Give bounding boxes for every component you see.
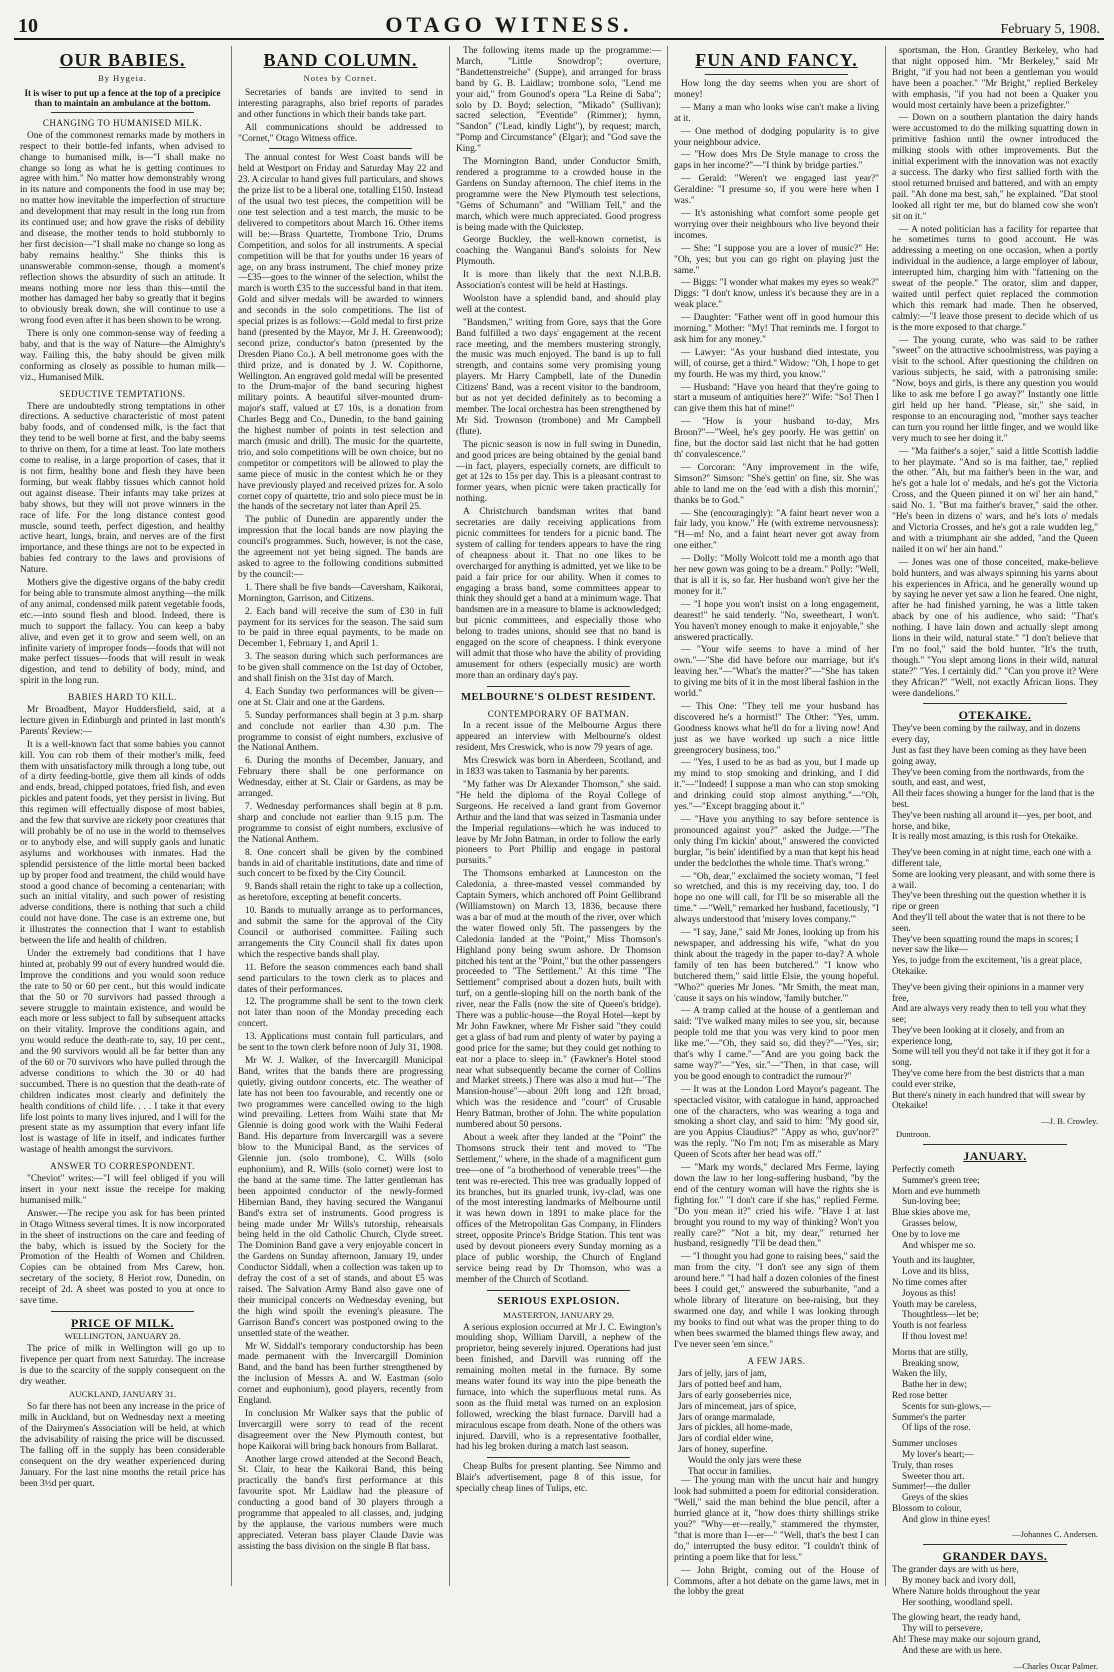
poem-line: Youth may be careless, — [892, 1298, 977, 1309]
divider — [923, 703, 1067, 704]
poem-line: And glow in thine eyes! — [902, 1513, 991, 1524]
paragraph: — "How is your husband to-day, Mrs Broon?"—"Weel, he's gey poorly. He was gettin' on fine, but the doctor said last nicht that he had gotten th' convalescence." — [674, 417, 879, 460]
paragraph: The public of Dunedin are apparently under the impression that the local bands are now playing the council's programmes. Such, however, is not the case, the agreement not yet being signed. The bands are asked to agree to the following conditions submitted by the council:— — [238, 515, 443, 580]
poem-line: They've been rushing all around it—yes, per boot, and horse, and bike, — [892, 809, 1092, 831]
paragraph: — "I thought you had gone to raising bees," said the man from the city. "I don't see any sign of them around here." "I had half a dozen colonies of the finest bees I could get," answered the suburbanite, "and a whole library of literature on bee-raising, but they swarmed one day, and while I was looking through my books to find out what was the proper thing to do when bees swarmed the blamed things flew away, and I've never seen 'em since." — [674, 1252, 879, 1350]
divider — [923, 1544, 1067, 1545]
poem-stanza — [892, 1438, 1098, 1524]
poem-line: Blossom to colour, — [892, 1502, 962, 1513]
article-body — [674, 1476, 879, 1598]
paragraph: — "Yes, I used to be as bad as you, but I made up my mind to stop smoking and drinking, and I did it."—"Indeed! I suppose a man who can stop smoking and drinking could stop almost anything."—"Oh, yes."—"Except bragging about it." — [674, 758, 879, 813]
poem-line: Jars of cordial elder wine, — [678, 1433, 774, 1444]
poem-line: Sun-loving bee; — [902, 1196, 961, 1207]
poem-line: Jars of orange marmalade, — [678, 1411, 775, 1422]
poem-stanza — [892, 1164, 1098, 1250]
paragraph: — The young curate, who was said to be rather "sweet" on the attractive schoolmistress, was paying a visit to the school. After questioning the children on various subjects, he said, with a patronising smile: "Now, boys and girls, is there any question you would like to ask me before I go away?" Instantly one little girl held up her hand. "Please, sir," she said, in response to an encouraging nod, "mother says teacher can turn you round her little finger, and we would like very much to see her doing it." — [892, 335, 1098, 444]
paragraph: Mr Broadbent, Mayor Huddersfield, said, at a lecture given in Edinburgh and printed in last month's Parents' Review:— — [20, 705, 225, 737]
poem-line: Ah! These may make our sojourn grand, — [892, 1634, 1041, 1645]
poem-line: Jars of honey, superfine. — [678, 1443, 768, 1454]
paragraph: Answer.—The recipe you ask for has been printed in Otago Witness several times. It is now incorporated in the sheet of instructions on the care and feeding of the baby, which is issued by the Society for the Promotion of the Health of Women and Children. Copies can be obtained from Mrs Carew, hon. secretary of the society, 8 Heriot row, Dunedin, on receipt of 2d. A sheet was posted to you at once to save time. — [20, 1208, 225, 1307]
poem-line: Love and its bliss, — [902, 1266, 969, 1277]
poem-line: Where Nature holds throughout the year — [892, 1585, 1041, 1596]
paragraph: The annual contest for West Coast bands will be held at Westport on Friday and Saturday May 22 and 23. A circular to hand gives full particulars, and shows the prize list to be a liberal one, totalling £150. Instead of the usual two test pieces, the competition will be one test selection and a test march, the music to be delivered to competitors about March 16. Other items will be:—Brass Quartette, Trombone Trio, Drums Competition, and solos for all instruments. A special competition will be that for youths under 16 years of age, on any brass instrument. The chief money prize—£35—goes to the winner of the selection, whilst the march is worth £35 to the successful band in that item. Gold and silver medals will be awarded to winners and seconds in the solo competitions. The list of special prizes is as follows:—Gold medal to first prize band (presented by the Mayor, Mr J. H. Greenwood); second prize, conductor's baton (presented by the Dresden Piano Co.). A bell metronome goes with the third prize, and is donated by J. W. Copithorne, Wellington. An engraved gold medal will be presented to the Drum-major of the band securing highest military points. A beautiful silver-mounted drum-major's staff, valued at £7 10s, is a donation from Charles Begg and Co., Dunedin, to the band gaining the highest number of points in test selection and march (music and drill). The music for the quartette, trio, and solo competitions will be own choice, but no competitor or competitors will be allowed to play the same piece of music in the contest which he or they have previously played and received prizes for. A solo cornet copy of quartette, trio and solo piece must be in the hands of the secretary not later than April 25. — [238, 153, 443, 513]
paragraph: "My father was Dr Alexander Thomson," she said. "He held the diploma of the Royal College of Surgeons. He received a land grant from Governor Arthur and the land that was seized in Tasmania under the Imperial regulations—which he was induced to leave by Mr John Batman, in order to follow the early pioneers to Port Phillip and engage in pastoral pursuits." — [456, 780, 661, 867]
paragraph: — Down on a southern plantation the dairy hands were accustomed to do the milking squatting down in primitive fashion until the owner introduced the milking stools with other improvements. But the initial experiment with the innovation was not exactly a success. The darky who first sallied forth with the stool returned bruised and battered, and with an empty pail. "Ah done ma best, sah," he explained. "Dat stool looked all right ter me, but do blamed cow she won't sit on it." — [892, 113, 1098, 222]
poem-january — [892, 1164, 1098, 1525]
poem-stanza — [892, 1612, 1098, 1655]
paragraph: — Daughter: "Father went off in good humour this morning." Mother: "My! That reminds me. I forgot to ask him for any money." — [674, 313, 879, 345]
dateline: WELLINGTON, JANUARY 28. — [64, 1330, 181, 1341]
poem-line: They've been looking at it closely, and from an experience long, — [892, 1024, 1065, 1046]
poem-line: They've been coming by the railway, and in dozens every day, — [892, 723, 1081, 745]
paragraph: A Christchurch bandsman writes that band secretaries are daily receiving applications from picnic committees for tenders for a picnic band. The system of calling for tenders appears to have the ring of cheapness about it. That no one likes to be overcharged for anything is admitted, yet we like to be paid a fair price for our ability. When it comes to engaging a brass band, some committees appear to think they should get a band at a minimum wage. That bandsmen are in a measure to blame is acknowledged; but picnic committees, and especially those who belong to trades unions, should see that no band is engaged on the score of cheapness. I think everyone will admit that those who have the ability of providing amusement for others (especially music) are worth more than an ordinary day's pay. — [456, 507, 661, 681]
paragraph: 13. Applications must contain full particulars, and be sent to the town clerk before noon of July 31, 1908. — [238, 1032, 443, 1054]
poem-line: Would the only jars were these — [688, 1454, 802, 1465]
paragraph: 11. Before the season commences each band shall send particulars to the town clerk as to places and dates of their performances. — [238, 962, 443, 995]
paragraph: — "Have you anything to say before sentence is pronounced against you?" asked the Judge.—"The only thing I'm kickin' about," answered the convicted burglar, "is bein' identified by a man that kept his head under the bedclothes the whole time. That's wrong." — [674, 815, 879, 869]
paragraph: The price of milk in Wellington will go up to fivepence per quart from next Saturday. The increase is due to the scarcity of the supply consequent on the dry weather. — [20, 1343, 225, 1387]
poem-line: They've been threshing out the question whether it is ripe or green — [892, 890, 1087, 912]
dateline: MASTERTON, JANUARY 29. — [503, 1309, 614, 1320]
paragraph: 3. The season during which such performances are to be given shall commence on the 1st day of October, and shall finish on the 31st day of March. — [238, 652, 443, 685]
divider — [705, 74, 849, 75]
paragraph: — Husband: "Have you heard that they're going to start a museum of antiquities here?" Wife: "So! Then I can give them this hat of mine!" — [674, 382, 879, 415]
paragraph: — She: "I suppose you are a lover of music?" He: "Oh, yes; but you can go right on playing just the same." — [674, 243, 879, 276]
column-heading: FUN AND FANCY. — [695, 50, 858, 70]
poem-line: Red rose better — [892, 1389, 948, 1400]
paragraph: The picnic season is now in full swing in Dunedin, and good prices are being obtained by the genial band—in fact, players, especially cornets, are difficult to get at 12s to 15s per day. This is a pleasant contrast to former years, when picnic were taken practically for nothing. — [456, 439, 661, 505]
article-body — [238, 153, 443, 1552]
paragraph: 10. Bands to mutually arrange as to performances, and submit the same for the approval of the City Council or authorised committee. Failing such arrangements the City Council shall fix dates upon which the respective bands shall play. — [238, 906, 443, 960]
paragraph: — Dolly: "Molly Wolcott told me a month ago that her new gown was going to be a dream." Polly: "Well, that is all it is, so far. Her husband won't give her the money for it." — [674, 554, 879, 597]
poem-line: The glowing heart, the ready hand, — [892, 1612, 1021, 1623]
paragraph: One of the commonest remarks made by mothers in respect to their bottle-fed infants, when advised to change to humanised milk, is—"I shall make no change so long as what he is getting continues to agree with him." No matter how demonstrably wrong in its nature and components the food in use may be; no matter how inevitable the imperfection of structure and development that may result in the long run from its continued use; and how grave the risks of debility and disease, the mother tends to hold stubbornly to her first decision—"I shall make no change so long as baby remains healthy." She thinks this is unanswerable common-sense, though a moment's reflection shows the absurdity of such an attitude. It means nothing more nor less than this—until the mother has damaged her baby so greatly that it begins to obviously break down, she will continue to use a wrong food even after it has been shown to be wrong. — [20, 130, 225, 327]
divider — [923, 1144, 1067, 1145]
article-body — [456, 721, 661, 1285]
paragraph: — A noted politician has a facility for repartee that he sometimes turns to good account. He was addressing a meeting on one occasion, when a portly individual in the audience, a large employer of labour, interrupted him, charging him with "fattening on the sweat of the people." The orator, slim and dapper, waited until perfect quiet replaced the commotion which this remark had made. Then he observed, calmly:—"I leave those present to decide which of us is the more exposed to that charge." — [892, 224, 1098, 333]
poem-line: And these are with us here. — [902, 1644, 1003, 1655]
paragraph: Under the extremely bad conditions that I have hinted at, probably 99 out of every hundred would die. Improve the conditions and you would soon reduce the rate to 50 or 60 per cent., but this would indicate that the 50 or 70 survivors had passed through a severe struggle to maintain existence, and would be each more or less subject to fall by subsequent attacks on their vitality. Improve the conditions again, and you would reduce the death-rate to, say, 10 per cent., and the 90 survivors would all be far better than any of the 60 or 70 survivors who have pulled through the adverse conditions to which the 30 or 40 had succumbed. There is no question that the death-rate of children indicates most clearly and definitely the health conditions of child life. . . . I take it that every life lost points to many lives injured, and I will for the present state as my assumption that every infant life lost is wastage of life in itself, and indicates further wastage of health amongst the survivors. — [20, 948, 225, 1156]
paragraph: There is only one common-sense way of feeding a baby, and that is the way of Nature—the Almighty's way. Failing this, the baby should be given milk conforming as closely as possible to human milk—viz., Humanised Milk. — [20, 329, 225, 383]
poem-line: They've been squatting round the maps in scores; I never saw the like— — [892, 933, 1079, 955]
paragraph: 4. Each Sunday two performances will be given—one at St. Clair and one at the Gardens. — [238, 686, 443, 708]
section-title: BABIES HARD TO KILL. — [68, 692, 177, 703]
page-number: 10 — [18, 15, 38, 37]
newspaper-title: OTAGO WITNESS. — [385, 12, 633, 37]
poem-line: Some are looking very pleasant, and with some there is a wail. — [892, 868, 1096, 890]
poem-line: Perfectly cometh — [892, 1163, 955, 1174]
poem-line: Youth and its laughter, — [892, 1255, 975, 1266]
poem-line: Just as fast they have been coming as they have been going away, — [892, 744, 1087, 766]
column-band-continued — [450, 46, 668, 1586]
paragraph: In conclusion Mr Walker says that the public of Invercargill were sorry to read of the recent disagreement over the New Plymouth contest, but hope Kaikorai will bring back honours from Ballarat. — [238, 1408, 443, 1452]
poem-stanza — [892, 723, 1098, 842]
divider — [51, 112, 195, 113]
paragraph: Mr W. J. Walker, of the Invercargill Municipal Band, writes that the bands there are progressing quietly, giving outdoor concerts, etc. The weather of late has not been too favourable, and recently one or two programmes were cancelled owing to the high wind prevailing. Letters from Waihi state that Mr Glennie is doing good work with the Waihi Federal Band. His departure from Invercargill was a severe blow to the Municipal Band, as the services of Glennie jun. (solo trombone), C. Wills (solo euphonium), and R. Wills (solo cornet) were lost to the band at the same time. The latter gentleman has been appointed conductor of the newly-formed Hibernian Band, they having secured the Wanganui Band's extra set of instruments. Good progress is being made under Mr Wills's tutorship, rehearsals being held in the old Catholic Church, Clyde street. The Dominion Band gave a very enjoyable concert in the Gardens on Sunday afternoon, January 19, under Conductor Siddall, when a collection was taken up to defray the cost of a set of stands, and about £5 was raised. The Salvation Army Band also gave one of their municipal concerts on Wednesday evening, but the high wind spoilt the evening's pleasure. The Garrison Band's concert was postponed owing to the unsettled state of the weather. — [238, 1055, 443, 1339]
poem-line: They've been giving their opinions in a manner very free, — [892, 981, 1084, 1003]
columns — [14, 46, 1104, 1671]
column-fun-and-fancy — [668, 46, 886, 1598]
paragraph: The following items made up the programme:—March, "Little Snowdrop"; overture, "Bandettenstreiche" (Suppe), and arranged for brass band by G. B. Laidlaw; trombone solo, "Lend me your aid," from Gounod's opera "La Reine di Saba"; solo by D. Boyd; selection, "Mikado" (Sullivan); sacred selection, "Eventide" (Rimmer); hymn, "Sandon" ("Lead, kindly Light"), by request; march, "Pomp and Circumstance" (Elgar); and "God save the King." — [456, 46, 661, 155]
dateline: AUCKLAND, JANUARY 31. — [68, 1389, 177, 1400]
paragraph: 9. Bands shall retain the right to take up a collection, as heretofore, excepting at benefit concerts. — [238, 882, 443, 904]
poem-title: GRANDER DAYS. — [942, 1549, 1048, 1564]
divider — [269, 148, 413, 149]
paragraph: Another large crowd attended at the Second Beach, St. Clair, to hear the Kaikorai Band, this being practically the band's first performance at this favourite spot. Mr Laidlaw had the pleasure of conducting a good band of 30 players through a programme that appealed to all classes, and, judging by the applause, the various numbers were much appreciated. Veteran bass player Claude Davie was assisting the bass division on the single B flat bass. — [238, 1454, 443, 1552]
divider — [51, 1311, 195, 1312]
paragraph: A serious explosion occurred at Mr J. C. Ewington's moulding shop, William Darvill, a nephew of the proprietor, being severely injured. Operations had just been finished, and Darvill was running off the remaining molten metal in the furnace. By some means water found its way into the pipe beneath the furnace, into which the superfluous metal runs. As soon as the fluid metal was turned on an explosion followed, wrecking the blast furnace. Darvill had a miraculous escape from death. None of the others was injured. Darvill, who is a representative footballer, had his leg broken during a match last season. — [456, 1322, 661, 1453]
poem-line: No time comes after — [892, 1276, 967, 1287]
poem-line: Truly, than roses — [892, 1459, 954, 1470]
section-title: SEDUCTIVE TEMPTATIONS. — [59, 388, 186, 399]
poem-line: They've come here from the best districts that a man could ever strike, — [892, 1068, 1085, 1089]
poem-stanza — [892, 847, 1098, 977]
poem-line: Sweeter thou art. — [902, 1470, 965, 1481]
poem-line: Jars of potted beef and ham, — [678, 1379, 782, 1390]
paragraph: — The young man with the uncut hair and hungry look had submitted a poem for editorial consideration. "Well," said the man behind the blue pencil, after a hurried glance at it, "how does thirty shillings strike you?" "Why—er—really," stammered the rhymster, "that is more than I—er—" "Well, that's the best I can do," interrupted the busy editor. "I couldn't think of printing a poem like that for less." — [674, 1476, 879, 1563]
poem-line: But there's ninety in each hundred that will swear by Otekaike! — [892, 1089, 1086, 1111]
intro-paragraph: All communications should be addressed to "Cornet," Otago Witness office. — [238, 122, 443, 144]
poem-signature: —Charles Oscar Palmer. — [1013, 1660, 1098, 1671]
paragraph: 5. Sunday performances shall begin at 3 p.m. sharp and conclude not earlier than 4.30 p.m. The programme to consist of eight numbers, exclusive of the National Anthem. — [238, 710, 443, 754]
poem-line: Breaking snow, — [902, 1357, 960, 1368]
paragraph: — Many a man who looks wise can't make a living at it. — [674, 102, 879, 124]
motto: It is wiser to put up a fence at the top of a precipice than to maintain an ambulance at the bottom. — [24, 87, 221, 108]
poem-line: Her soothing, woodland spell. — [902, 1596, 1013, 1607]
poem-line: Blue skies above me, — [892, 1207, 971, 1218]
byline: By Hygeia. — [98, 73, 147, 83]
column-our-babies — [14, 46, 232, 1586]
article-body — [892, 46, 1098, 699]
paragraph: How long the day seems when you are short of money! — [674, 79, 879, 100]
article-title: PRICE OF MILK. — [71, 1315, 174, 1330]
divider — [487, 686, 631, 687]
poem-line: Scents for sun-glows,— — [902, 1400, 991, 1411]
poem-signature: —J. B. Crowley. — [1041, 1116, 1098, 1127]
poem-line: Waken the lily, — [892, 1368, 948, 1379]
paragraph: — She (encouragingly): "A faint heart never won a fair lady, you know." He (with extreme nervousness): "H—m! No, and a faint heart never got away from one either." — [674, 508, 879, 552]
paragraph: The Thomsons embarked at Launceston on the Caledonia, a three-masted vessel commanded by Captain Symers, which anchored off Point Gellibrand (Williamstown) on March 13, 1836, because there was a bar of mud at the mouth of the river, over which the water flowed only 5ft. The passengers by the Caledonia landed at the "Point," Miss Thomson's Highland pony being swum ashore. Dr Thomson pitched his tent at the "Point," but the other passengers proceeded to "The Settlement." At this time "The Settlement" comprised about a dozen huts, built with turf, on a gentle-sloping hill on the north bank of the river, near the Falls (now the site of Queen's bridge). There was a public-house—the Royal Hotel—kept by Mr John Fawkner, where Mr Fisher said "they could get a glass of bad rum and plenty of water by paying a good price for the same; but they could get nothing to eat nor a place to sleep in." (Fawkner's Hotel stood near what subsequently became the corner of Collins and Market streets.) There was also a mud hut—"The Mansion-house"—about 20ft long and 12ft broad, which was the residence and "court" of Crusable Henry Batman, brother of John. The white population numbered about 50 persons. — [456, 869, 662, 1131]
paragraph: There are undoubtedly strong temptations in other directions. A seductive characteristic of most patent baby foods, and of condensed milk, is the fact that they tend to be well borne at first, and the baby seems to thrive on them, for a time at least. Too late mothers come to realise, in a large proportion of cases, that it is not firm, healthy bone and flesh they have been forming, but weak flabby tissues which cannot hold out against disease. Their infants may take prizes at baby shows, but they will not prove winners in the race of life. For the long distance contest good muscle, sound teeth, perfect digestion, and healthy active heart, lungs, brain, and nerves are of the first importance, and these things are not to be expected in babies fed contrary to the laws and provisions of Nature. — [20, 401, 225, 576]
poem-title: A FEW JARS. — [747, 1355, 806, 1366]
poem-line: Some will tell you they'd not take it if they got it for a song. — [892, 1046, 1090, 1068]
poem-line: Jars of early gooseberries nice, — [678, 1390, 792, 1400]
paragraph: — This One: "They tell me your husband has discovered he's a hormist!" The Other: "Yes, umm. Goodness knows what he'll do for a living now! And just as we have worked up such a nice little greengrocery business, too." — [674, 701, 879, 756]
poem-title: JANUARY. — [963, 1149, 1027, 1164]
poem-line: Jars of pickles, all home-made, — [678, 1422, 793, 1433]
paragraph: The Mornington Band, under Conductor Smith, rendered a programme to a crowded house in the Gardens on Sunday afternoon. The chief items in the programme were the New Plymouth test selections, "Gems of Schumann" and "William Tell," and the march, which were much appreciated. Good progress is being made with the Quickstep. — [456, 157, 661, 233]
paragraph: — "Your wife seems to have a mind of her own."—"She did have before our marriage, but it's leaving her."—"What's the matter?"—"She has taken to giving me bits of it in the most liberal fashion in the world." — [674, 645, 879, 700]
poem-jars — [678, 1368, 879, 1476]
paragraph: — Biggs: "I wonder what makes my eyes so weak?" Diggs: "I don't know, unless it's because they are in a weak place." — [674, 278, 879, 311]
poem-line: And are always very ready then to tell you what they see; — [892, 1003, 1087, 1025]
column-heading: BAND COLUMN. — [263, 50, 418, 70]
paragraph: — John Bright, coming out of the House of Commons, after a hot debate on the game laws, met in the lobby the great — [674, 1565, 879, 1598]
paragraph: Woolston have a splendid band, and should play well at the contest. — [456, 293, 661, 315]
poem-line: Grasses below, — [902, 1217, 958, 1228]
poem-stanza — [892, 1347, 1098, 1433]
paragraph: sportsman, the Hon. Grantley Berkeley, who had that night opposed him. "Mr Berkeley," said Mr Bright, "if you had not been a gentleman you would have been a poacher." "Mr Bright," replied Berkeley with emphasis, "if you had not been a Quaker you would most certainly have been a prizefighter." — [892, 46, 1098, 111]
divider — [487, 1457, 631, 1458]
section-title: CHANGING TO HUMANISED MILK. — [42, 117, 203, 128]
advertisement: Cheap Bulbs for present planting. See Nimmo and Blair's advertisement, page 8 of this issue, for specially cheap lines of Tulips, etc. — [456, 1462, 661, 1495]
paragraph: 2. Each band will receive the sum of £30 in full payment for its services for the season. The said sum to be paid in three equal payments, to be made on December 1, February 1, and April 1. — [238, 606, 443, 650]
poem-line: They've been coming from the northwards, from the south, and east, and west, — [892, 766, 1084, 788]
poem-line: Summer uncloses — [892, 1438, 958, 1449]
poem-line: Thoughtless—let be; — [902, 1309, 979, 1320]
poem-line: Summer!—the duller — [892, 1481, 971, 1492]
paragraph: — "I say, Jane," said Mr Jones, looking up from his newspaper, and addressing his wife, "what do you think about the tragedy in the paper to-day? A whole family of ten has been butchered." "I know who butchered them," said little Elsie, the young hopeful. "Who?" queries Mr Jones. "Mr Smith, the meat man, 'cause it says on his window, 'family butcher.'" — [674, 928, 879, 1004]
article-body — [674, 79, 879, 1351]
issue-date: February 5, 1908. — [1000, 22, 1100, 37]
paragraph: — It's astonishing what comfort some people get worrying over their neighbours who live beyond their incomes. — [674, 208, 879, 241]
intro-paragraph: Secretaries of bands are invited to send in interesting paragraphs, also brief reports of parades and other functions in which their bands take part. — [238, 87, 443, 120]
paragraph: George Buckley, the well-known cornetist, is coaching the Wanganui Band's soloists for New Plymouth. — [456, 235, 661, 268]
paragraph: "Cheviot" writes:—"I will feel obliged if you will insert in your next issue the receipe for making humanised milk." — [20, 1174, 225, 1206]
poem-line: By money back and ivory doll, — [902, 1575, 1016, 1586]
paragraph: — One method of dodging popularity is to give your neighbour advice. — [674, 126, 879, 148]
poem-line: That occur in families. — [688, 1465, 772, 1476]
paragraph: 7. Wednesday performances shall begin at 8 p.m. sharp and conclude not earlier than 9.15 p.m. The programme to consist of eight numbers, exclusive of the National Anthem. — [238, 802, 443, 845]
poem-line: Morns that are stilly, — [892, 1346, 968, 1357]
column-band — [232, 46, 450, 1586]
poem-stanza — [892, 1255, 1098, 1341]
divider — [487, 1290, 631, 1291]
poem-line: And whisper me so. — [902, 1239, 976, 1250]
poem-line: The grander days are with us here, — [892, 1564, 1019, 1575]
paragraph: About a week after they landed at the "Point" the Thomsons struck their tent and moved to "The Settlement," where, in the shade of a magnificent gum tree—one of "a brotherhood of venerable trees"—the tent was re-erected. This tree was gradually lopped of its branches, but its gnarled trunk, ivy-clad, was one of the most interesting landmarks of Melbourne until it was hewn down in 1891 to make place for the offices of the Metropolitan Gas Company, in Flinders street, opposite Prince's Bridge Station. This tent was used by devout pioneers every Sunday morning as a place of public worship, the Church of England service being read by Dr Thomson, who was a member of the Church of Scotland. — [456, 1133, 661, 1285]
paragraph: 6. During the months of December, January, and February there shall be one performance on Wednesday, either at St. Clair or Gardens, as may be arranged. — [238, 756, 443, 800]
paragraph: Mothers give the digestive organs of the baby credit for being able to transmute almost anything—the milk of any animal, condensed milk patent vegetable foods, etc.—into sound flesh and blood. Indeed, there is much to support the fallacy. You can keep a baby alive, and even get it to grow and seem well, on an infinite variety of improper foods—foods that will not make perfect tissues—foods that will result in weak digestion, and tend to debility of body, mind, and spirit in the long run. — [20, 578, 225, 687]
paragraph: — "Ma faither's a sojer," said a little Scottish laddie to her playmate. "And so is ma faither, tae," replied the other. "Ah, but ma faither's been in the war, and he's got a hale lot o' medals, and he's got the Victoria Cross, and the Queen pinned it on wi' her ain hand," said No. 1. "But ma faither's braver," said the other. "He's been in dizens o' wars, and he's lots o' medals and Victoria Crosses, and he's got a rale wudden leg," and with a triumphant air she added, "and the Queen nailed it on wi' her ain hand." — [892, 446, 1098, 555]
poem-line: All their faces showing a hunger for the land that is the best. — [892, 788, 1095, 809]
poem-line: Jars of mincemeat, jars of spice, — [678, 1400, 797, 1411]
paragraph: — "Oh, dear," exclaimed the society woman, "I feel so wretched, and this is my receiving day, too. I do hope no one will call, for I'll be so miserable all the time." —"Well," remarked her husband, facetiously, "I always understood that 'misery loves company.'" — [674, 871, 879, 926]
poem-stanza — [892, 982, 1098, 1112]
paragraph: It is a well-known fact that some babies you cannot kill. You can rob them of their mother's milk, feed them with unsatisfactory milk through a long tube, out of a dirty feeding-bottle, give them all kinds of odds and ends, bread, chipped potatoes, fried fish, and even pickles and patent foods, yet they persist in living. But this regimen will effectually dispose of most babies, and the few that survive are rickety poor creatures that will probably be of no use in the world to themselves or to anybody else, and will supply gaols and lunatic asylums and workhouses with inmates. Had the splendid persistence of the little mortal been backed up by proper food and treatment, the child would have stood a good chance of becoming a centenarian; with such an initial vitality, and such power of resisting adverse conditions, there is nothing that such a child could not have done. The case is an extreme one, but it illustrates the connection that I want to establish between the life and health of children. — [20, 739, 225, 947]
column-five — [886, 46, 1104, 1671]
article-subtitle: CONTEMPORARY OF BATMAN. — [487, 708, 630, 719]
paragraph: — It was at the London Lord Mayor's pageant. The spectacled visitor, with catalogue in hand, approached one of the characters, who was wearing a toga and smoking a short clay, and said to him: "My good sir, are you Appius Claudius?" "Appy as who, guv'nor?" was the reply. "No I'm not; I'm as miserable as Mary Queen of Scots after her head was off." — [674, 1084, 879, 1161]
poem-line: They've been coming in at night time, each one with a different tale, — [892, 847, 1091, 868]
poem-line: Jars of jelly, jars of jam, — [678, 1368, 767, 1379]
paragraph: Mrs Creswick was born in Aberdeen, Scotland, and in 1833 was taken to Tasmania by her parents. — [456, 756, 661, 778]
paragraph: "Bandsmen," writing from Gore, says that the Gore Band fulfilled a two days' engagement at the recent race meeting, and the members mustering strongly, the music was much enjoyed. The band is up to full strength, and contains some very promising young players. Mr Harry Campbell, late of the Dunedin Citizens' Band, was a recent visitor to the bandroom, but as not yet decided definitely as to becoming a member. The local orchestra has been strengthened by Mr Sid. Trownson (trombone) and Mr Campbell (flute). — [456, 317, 661, 437]
poem-line: My lover's heart;— — [902, 1448, 974, 1459]
paragraph: 8. One concert shall be given by the combined bands in aid of charitable institutions, date and time of such concert to be fixed by the City Council. — [238, 847, 443, 880]
poem-line: Morn and eve hummeth — [892, 1185, 981, 1196]
poem-stanza — [892, 1564, 1098, 1607]
paragraph: — Corcoran: "Any improvement in the wife, Simson?" Simson: "She's gettin' on fine, sir. She was able to land me on the 'ead with a dish this mornin',' thanks be to God." — [674, 462, 879, 506]
paragraph: It is more than likely that the next N.I.B.B. Association's contest will be held at Hastings. — [456, 270, 661, 292]
paragraph: 12. The programme shall be sent to the town clerk not later than noon of the Monday preceding each concert. — [238, 997, 443, 1030]
article-title: SERIOUS EXPLOSION. — [497, 1295, 620, 1307]
poem-line: One by to love me — [892, 1228, 960, 1239]
byline: Notes by Cornet. — [303, 73, 378, 83]
poem-signature: —Johannes C. Andersen. — [1012, 1529, 1098, 1540]
paragraph: — "I hope you won't insist on a long engagement, dearest!" he said tenderly. "No, sweetheart, I won't. You haven't money enough to make it enjoyable," she answered practically. — [674, 599, 879, 643]
poem-line: Summer's the parter — [892, 1411, 966, 1422]
poem-line: Greys of the skies — [902, 1492, 969, 1503]
poem-line: Summer's green tree; — [902, 1174, 980, 1185]
poem-line: And they'll tell about the water that is not there to be seen. — [892, 911, 1086, 933]
paragraph: — "How does Mrs De Style manage to cross the gaps in her income?"—"I think by bridge parties." — [674, 150, 879, 172]
poem-location: Duntroon. — [896, 1129, 931, 1140]
article-sections — [20, 118, 225, 1307]
poem-line: Bathe her in dew; — [902, 1379, 968, 1390]
paragraph: — "Mark my words," declared Mrs Ferme, laying down the law to her long-suffering husband, "by the end of the century woman will have the rights she is fighting for." "I don't care if she has," replied Ferme. "Do you mean it?" cried his wife. "Have I at last brought you round to my way of thinking? Won't you really care?" "Not a bit, my dear," returned her husband, resignedly "I'll be dead then." — [674, 1163, 879, 1250]
poem-otekaike — [892, 723, 1098, 1111]
poem-line: If thou lovest me! — [902, 1330, 968, 1341]
poem-title: OTEKAIKE. — [958, 708, 1032, 723]
column-heading: OUR BABIES. — [59, 50, 186, 70]
section-title: ANSWER TO CORRESPONDENT. — [50, 1161, 195, 1172]
paragraph: — Gerald: "Weren't we engaged last year?" Geraldine: "I presume so, if you were here when I was." — [674, 174, 879, 207]
paragraph: In a recent issue of the Melbourne Argus there appeared an interview with Melbourne's oldest resident, Mrs Creswick, who is now 79 years of age. — [456, 721, 661, 754]
poem-line: Joyous as this! — [902, 1287, 957, 1298]
article-title: MELBOURNE'S OLDEST RESIDENT. — [461, 691, 656, 703]
poem-grander-days — [892, 1564, 1098, 1655]
poem-line: Youth is not fearless — [892, 1320, 967, 1331]
poem-line: It is really most amazing, is this rush for Otekaike. — [892, 831, 1079, 842]
paragraph: 1. There shall be five bands—Caversham, Kaikorai, Mornington, Garrison, and Citizens. — [238, 582, 443, 604]
paragraph: — Lawyer: "As your husband died intestate, you will, of course, get a third." Widow: "Oh, I hope to get my fourth. He was my third, you know." — [674, 347, 879, 380]
paragraph: So far there has not been any increase in the price of milk in Auckland, but on Wednesday next a meeting of the Dairymen's Association will be held, at which the advisability of raising the price will be discussed. The falling off in the supply has been considerable consequent on the dry weather experienced during January. For the last nine months the retail price has been 3½d per quart. — [20, 1402, 225, 1489]
paragraph: Mr W. Siddall's temporary conductorship has been made permanent with the Invercargill Dominion Band, and the band has been further strengthened by the inclusion of Messrs A. and W. Eastman (solo cornet and euphonium), good players, recently from England. — [238, 1341, 443, 1407]
poem-line: Yes, to judge from the excitement, 'tis a great place, Otekaike. — [892, 955, 1083, 976]
paragraph: — Jones was one of those conceited, make-believe bold hunters, and was always spinning his yarns about his experiences in Africa, and he generally wound up by saying he never yet saw a lion he feared. One night, after he had finished yarning, he was a little taken aback by one of his audience, who said: "That's nothing. I have lain down and actually slept among lions in their wild, natural state." "I don't believe that I'm no fool," said the bold hunter. "It's the truth, though." "You slept among lions in their wild, natural state?" "Yes. I certainly did." "Can you prove it? Were they African?" "Well, not exactly African lions. They were dandelions." — [892, 557, 1098, 699]
article-body — [456, 46, 661, 682]
poem-line: Of lips of the rose. — [902, 1422, 971, 1433]
paragraph: — A tramp called at the house of a gentleman and said: "I've walked many miles to see you, sir, because people told me that you was very kind to poor men like me."—"Oh, they said so, did they?"—"Yes, sir; that's why I came."—"And are you going back the same way?"—"Yes, sir."—"Then, in that case, will you be good enough to contradict the rumour?" — [674, 1006, 879, 1082]
masthead — [14, 4, 1104, 40]
poem-line: Thy will to persevere, — [902, 1623, 983, 1634]
